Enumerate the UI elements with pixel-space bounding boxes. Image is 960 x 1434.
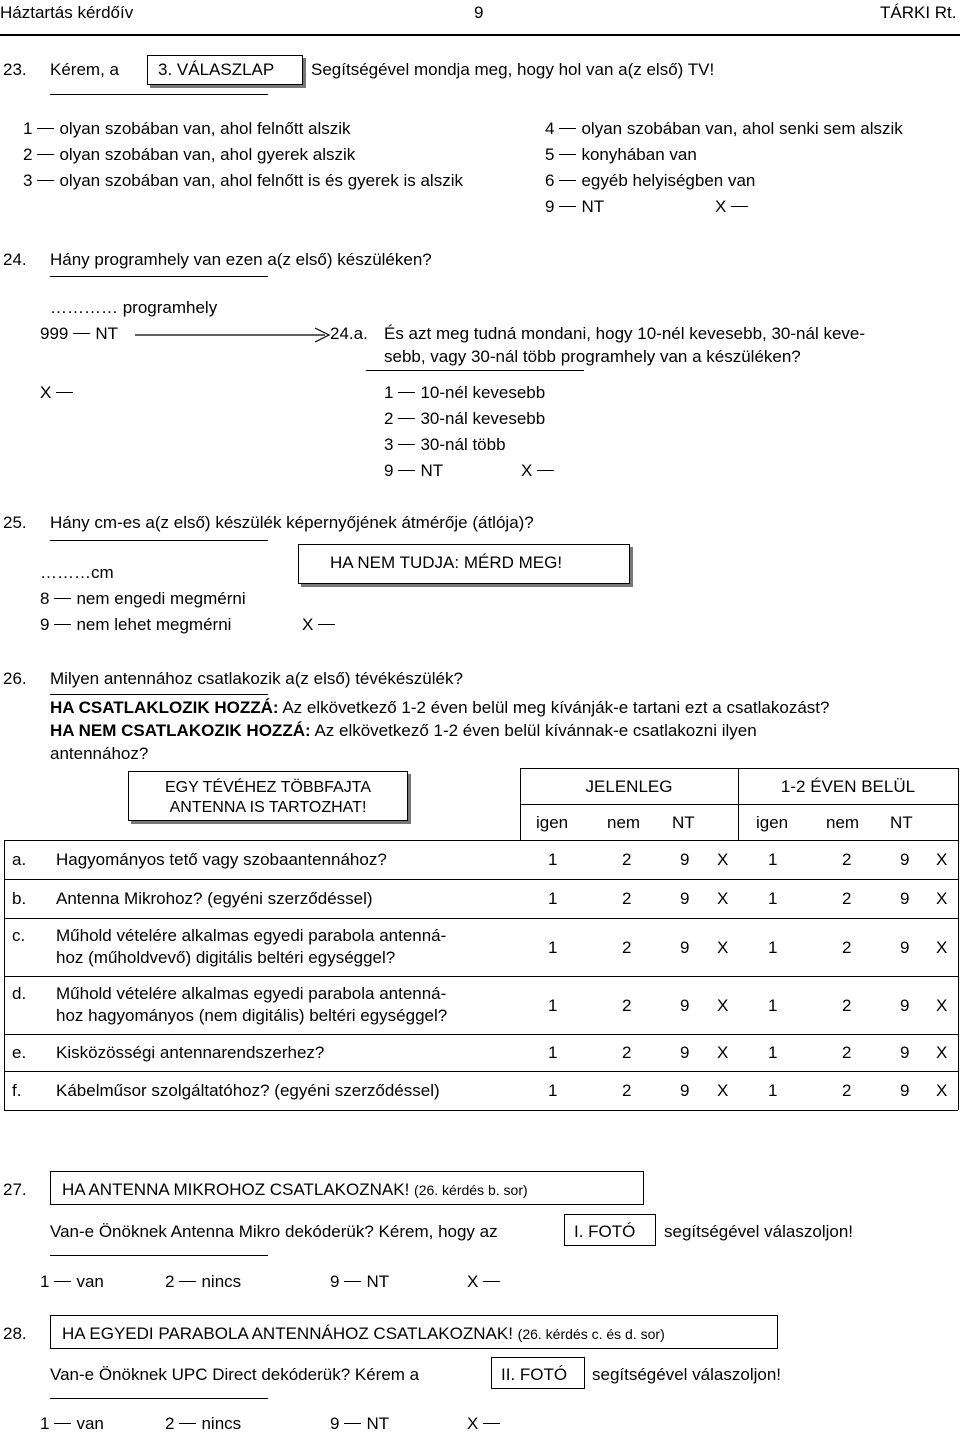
q27-underline <box>50 1255 268 1256</box>
q23-opt-1: 1 olyan szobában van, ahol felnőtt alszik <box>23 119 351 138</box>
q25-note: HA NEM TUDJA: MÉRD MEG! <box>330 553 563 572</box>
table-hline <box>4 1071 958 1072</box>
answer-code[interactable]: 1 <box>548 1081 558 1100</box>
q24a-x: X <box>521 461 559 481</box>
q25-number: 25. <box>3 513 27 532</box>
row-e-letter: e. <box>12 1043 27 1062</box>
q26-instr-3: antennához? <box>50 744 149 763</box>
q23-opt-4: 4 olyan szobában van, ahol senki sem alszik <box>545 119 903 138</box>
q24a-text-1: És azt meg tudná mondani, hogy 10-nél kevesebb, 30-nál keve- <box>384 324 866 343</box>
q23-post: Segítségével mondja meg, hogy hol van a(z első) TV! <box>311 60 715 79</box>
answer-code[interactable]: X <box>936 1043 948 1062</box>
row-c-text-1: Műhold vételére alkalmas egyedi parabola antenná- <box>56 926 447 945</box>
q24a-opt-3: 3 30-nál több <box>384 435 506 454</box>
q28-x: X <box>467 1414 505 1434</box>
row-d-text-1: Műhold vételére alkalmas egyedi parabola antenná- <box>56 984 447 1003</box>
table-hline <box>4 840 958 841</box>
q28-number: 28. <box>3 1324 27 1343</box>
q27-post: segítségével válaszoljon! <box>664 1222 854 1241</box>
answer-code[interactable]: 2 <box>842 996 852 1015</box>
q27-card: I. FOTÓ <box>574 1222 636 1241</box>
answer-code[interactable]: 1 <box>548 889 558 908</box>
q24-text: Hány programhely van ezen a(z első) készüléken? <box>50 250 432 269</box>
q25-underline <box>50 540 268 541</box>
q24-underline <box>50 276 268 277</box>
answer-code[interactable]: 2 <box>622 1081 632 1100</box>
answer-code[interactable]: 1 <box>768 850 778 869</box>
answer-code[interactable]: 2 <box>622 996 632 1015</box>
answer-code[interactable]: 1 <box>768 1043 778 1062</box>
row-d-text-2: hoz hagyományos (nem digitális) beltéri egységgel? <box>56 1006 448 1025</box>
answer-code[interactable]: 9 <box>680 889 690 908</box>
q27-cond: HA ANTENNA MIKROHOZ CSATLAKOZNAK! (26. kérdés b. sor) <box>62 1180 528 1199</box>
q28-card: II. FOTÓ <box>501 1365 568 1384</box>
q26-note-2: ANTENNA IS TARTOZHAT! <box>169 799 367 816</box>
q23-x: X <box>715 197 753 217</box>
q27-number: 27. <box>3 1180 27 1199</box>
table-hline <box>4 1034 958 1035</box>
q25-opt-8: 8 nem engedi megmérni <box>40 589 246 608</box>
answer-code[interactable]: 2 <box>842 1043 852 1062</box>
q23-pre: Kérem, a <box>50 60 119 79</box>
col-header-now: JELENLEG <box>585 777 673 796</box>
q25-text: Hány cm-es a(z első) készülék képernyőjének átmérője (átlója)? <box>50 513 534 532</box>
q24a-opt-1: 1 10-nél kevesebb <box>384 383 546 402</box>
q23-opt-5: 5 konyhában van <box>545 145 697 164</box>
table-vline <box>958 768 959 840</box>
q24a-opt-9: 9 NT <box>384 461 444 480</box>
answer-code[interactable]: 9 <box>680 1043 690 1062</box>
answer-code[interactable]: 9 <box>680 1081 690 1100</box>
answer-code[interactable]: 1 <box>548 938 558 957</box>
q23-card: 3. VÁLASZLAP <box>158 60 275 79</box>
q24-x: X <box>40 383 78 403</box>
q28-underline <box>50 1398 268 1399</box>
table-hline <box>520 768 958 769</box>
answer-code[interactable]: X <box>936 938 948 957</box>
row-c-letter: c. <box>12 926 26 945</box>
row-d-letter: d. <box>12 984 27 1003</box>
row-a-letter: a. <box>12 850 27 869</box>
answer-code[interactable]: 9 <box>900 1043 910 1062</box>
answer-code[interactable]: X <box>717 889 729 908</box>
q28-opt-9: 9 NT <box>330 1414 390 1433</box>
subhdr-nem: nem <box>607 813 641 832</box>
table-hline <box>4 976 958 977</box>
q26-underline <box>50 694 268 695</box>
answer-code[interactable]: 9 <box>900 938 910 957</box>
answer-code[interactable]: 1 <box>768 889 778 908</box>
answer-code[interactable]: 9 <box>680 938 690 957</box>
q28-post: segítségével válaszoljon! <box>592 1365 782 1384</box>
q28-text: Van-e Önöknek UPC Direct dekóderük? Kérem a <box>50 1365 420 1384</box>
row-e-text: Kisközösségi antennarendszerhez? <box>56 1043 325 1062</box>
q27-x: X <box>467 1272 505 1292</box>
q28-cond: HA EGYEDI PARABOLA ANTENNÁHOZ CSATLAKOZNAK! (26. kérdés c. és d. sor) <box>62 1324 665 1343</box>
answer-code[interactable]: X <box>717 850 729 869</box>
table-hline <box>4 879 958 880</box>
q23-number: 23. <box>3 60 27 79</box>
q26-instr-1: HA CSATLAKLOZIK HOZZÁ: Az elkövetkező 1-2 éven belül meg kívánják-e tartani ezt a csatlakozást? <box>50 698 830 717</box>
q24a-number: 24.a. <box>330 324 368 343</box>
answer-code[interactable]: X <box>717 996 729 1015</box>
answer-code[interactable]: 2 <box>842 1081 852 1100</box>
subhdr-nem: nem <box>826 813 860 832</box>
q25-x: X <box>302 615 340 635</box>
table-hline <box>4 918 958 919</box>
page-number: 9 <box>474 3 484 22</box>
q26-number: 26. <box>3 669 27 688</box>
answer-code[interactable]: 2 <box>622 850 632 869</box>
answer-code[interactable]: 1 <box>548 996 558 1015</box>
answer-code[interactable]: 2 <box>622 889 632 908</box>
answer-code[interactable]: 2 <box>622 938 632 957</box>
table-vline <box>958 840 959 1110</box>
q24-blank: ………… programhely <box>50 298 218 317</box>
q23-opt-9: 9 NT <box>545 197 605 216</box>
q26-text: Milyen antennához csatlakozik a(z első) tévékészülék? <box>50 669 463 688</box>
answer-code[interactable]: X <box>936 1081 948 1100</box>
q26-note-1: EGY TÉVÉHEZ TÖBBFAJTA <box>165 779 371 796</box>
answer-code[interactable]: X <box>717 938 729 957</box>
answer-code[interactable]: 1 <box>548 850 558 869</box>
answer-code[interactable]: 1 <box>768 996 778 1015</box>
q24a-opt-2: 2 30-nál kevesebb <box>384 409 546 428</box>
answer-code[interactable]: X <box>936 889 948 908</box>
answer-code[interactable]: 9 <box>680 850 690 869</box>
q24-nt: 999 NT <box>40 324 119 343</box>
answer-code[interactable]: 2 <box>842 889 852 908</box>
answer-code[interactable]: X <box>717 1043 729 1062</box>
row-b-letter: b. <box>12 889 27 908</box>
row-f-text: Kábelműsor szolgáltatóhoz? (egyéni szerződéssel) <box>56 1081 440 1100</box>
header-rule <box>0 34 960 36</box>
q28-opt-2: 2 nincs <box>165 1414 242 1433</box>
subhdr-igen: igen <box>756 813 789 832</box>
answer-code[interactable]: 2 <box>622 1043 632 1062</box>
q27-opt-1: 1 van <box>40 1272 104 1291</box>
row-b-text: Antenna Mikrohoz? (egyéni szerződéssel) <box>56 889 373 908</box>
q23-opt-2: 2 olyan szobában van, ahol gyerek alszik <box>23 145 356 164</box>
q24-number: 24. <box>3 250 27 269</box>
subhdr-nt: NT <box>672 813 695 832</box>
q28-opt-1: 1 van <box>40 1414 104 1433</box>
answer-code[interactable]: 2 <box>842 850 852 869</box>
q24a-text-2: sebb, vagy 30-nál több programhely van a készüléken? <box>384 347 801 366</box>
answer-code[interactable]: 1 <box>548 1043 558 1062</box>
answer-code[interactable]: 1 <box>768 938 778 957</box>
table-hline <box>4 1110 958 1111</box>
header-right: TÁRKI Rt. <box>880 3 957 22</box>
answer-code[interactable]: X <box>717 1081 729 1100</box>
q23-opt-3: 3 olyan szobában van, ahol felnőtt is és gyerek is alszik <box>23 171 463 190</box>
row-c-text-2: hoz (műholdvevő) digitális beltéri egységgel? <box>56 948 396 967</box>
answer-code[interactable]: X <box>936 996 948 1015</box>
q27-opt-9: 9 NT <box>330 1272 390 1291</box>
subhdr-nt: NT <box>890 813 913 832</box>
answer-code[interactable]: 9 <box>900 1081 910 1100</box>
row-f-letter: f. <box>12 1081 22 1100</box>
table-hline <box>520 804 958 805</box>
col-header-future: 1-2 ÉVEN BELÜL <box>780 777 916 796</box>
q25-blank: ………cm <box>40 563 114 582</box>
q24a-underline <box>366 370 584 371</box>
row-a-text: Hagyományos tető vagy szobaantennához? <box>56 850 387 869</box>
answer-code[interactable]: 9 <box>680 996 690 1015</box>
answer-code[interactable]: 9 <box>900 996 910 1015</box>
q23-opt-6: 6 egyéb helyiségben van <box>545 171 756 190</box>
q25-opt-9: 9 nem lehet megmérni <box>40 615 232 634</box>
answer-code[interactable]: 1 <box>768 1081 778 1100</box>
q27-opt-2: 2 nincs <box>165 1272 242 1291</box>
q23-underline <box>50 94 268 95</box>
answer-code[interactable]: X <box>936 850 948 869</box>
answer-code[interactable]: 9 <box>900 850 910 869</box>
q26-instr-2: HA NEM CSATLAKOZIK HOZZÁ: Az elkövetkező 1-2 éven belül kívánnak-e csatlakozni ilyen <box>50 721 757 740</box>
q24-arrow <box>135 325 335 345</box>
table-vline <box>4 840 5 1110</box>
subhdr-igen: igen <box>536 813 569 832</box>
q27-text: Van-e Önöknek Antenna Mikro dekóderük? Kérem, hogy az <box>50 1222 498 1241</box>
header-left: Háztartás kérdőív <box>0 3 134 22</box>
answer-code[interactable]: 2 <box>842 938 852 957</box>
answer-code[interactable]: 9 <box>900 889 910 908</box>
